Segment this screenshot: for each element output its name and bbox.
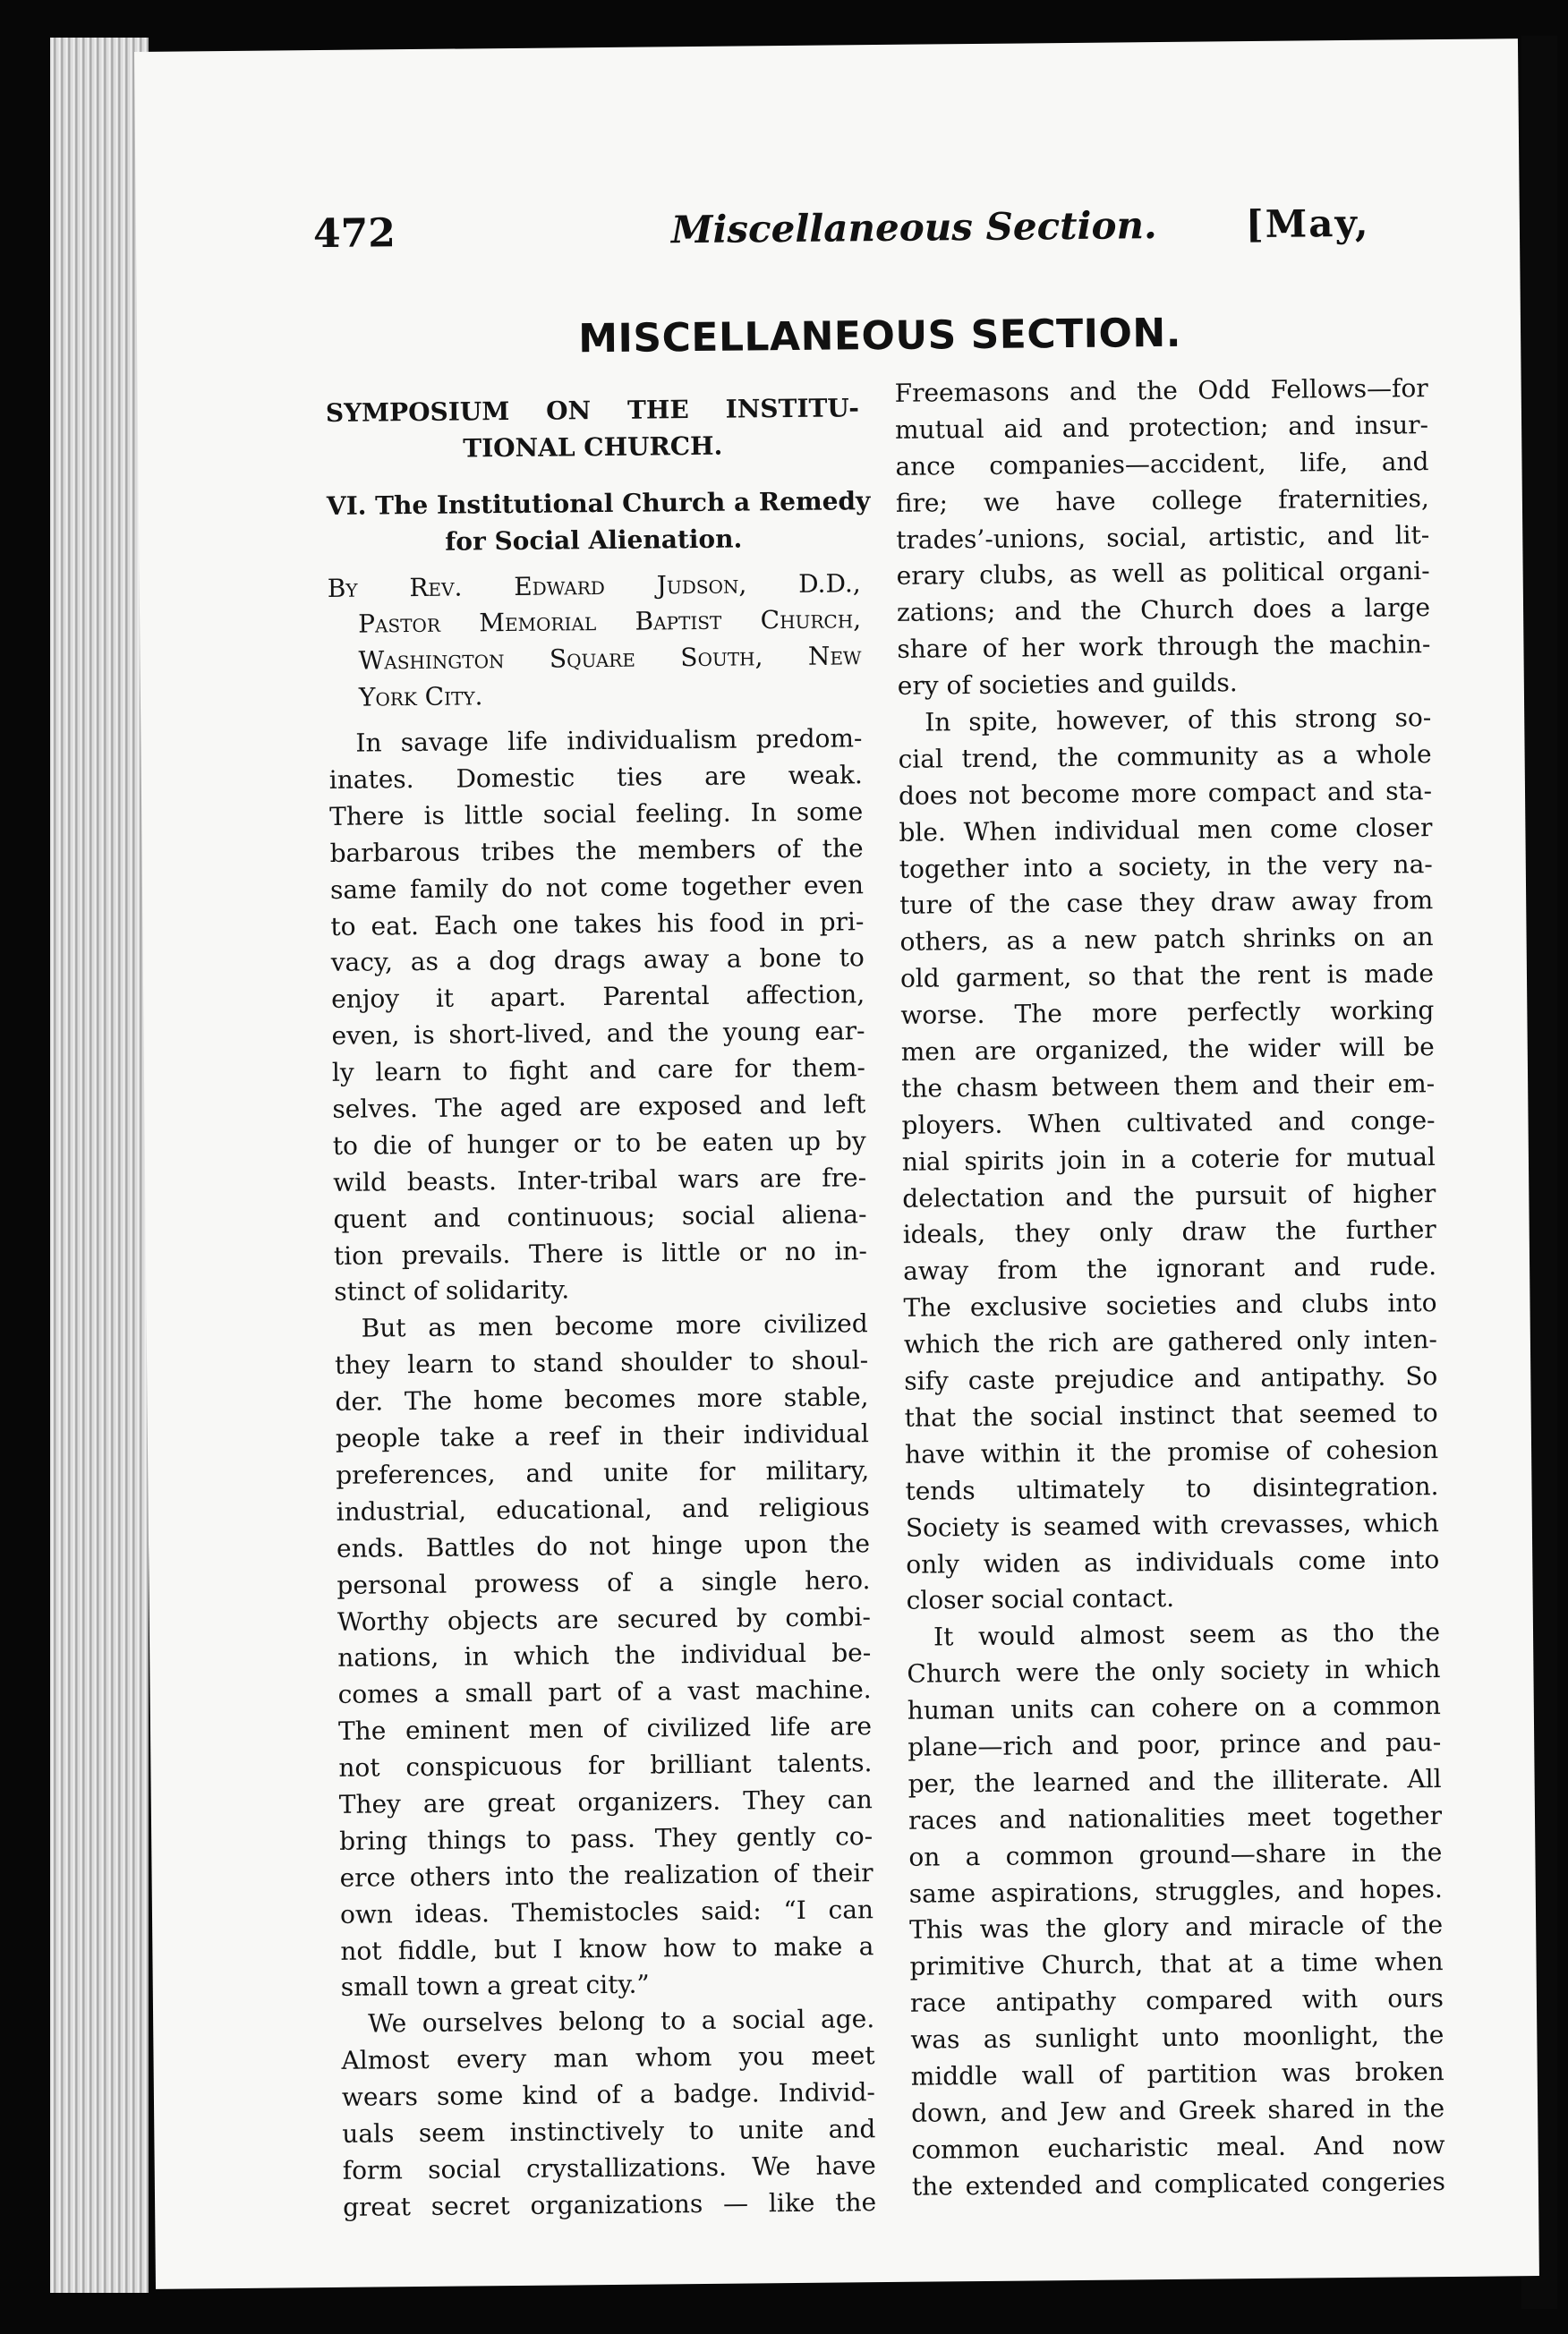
text-line: There is little social feeling. In some — [329, 796, 864, 831]
subheading-line: for Social Alienation. — [445, 524, 743, 557]
text-line: away from the ignorant and rude. — [902, 1251, 1437, 1287]
text-line: down, and Jew and Greek shared in the — [910, 2092, 1445, 2128]
text-line: the chasm between them and their em- — [900, 1069, 1436, 1103]
right-column — [895, 371, 1446, 2205]
text-line: same family do not come together even — [329, 869, 865, 905]
paragraph — [895, 371, 1432, 705]
byline-line: York City. — [358, 681, 483, 712]
text-line: quent and continuous; social aliena- — [333, 1198, 867, 1234]
text-line: ly learn to fight and care for them- — [331, 1052, 866, 1088]
text-line: primitive Church, that at a time when — [909, 1946, 1444, 1982]
text-line: trades’-unions, social, artistic, and lit- — [896, 519, 1430, 555]
text-line: closer social contact. — [906, 1583, 1175, 1616]
text-line: was as sunlight unto moonlight, the — [910, 2020, 1444, 2055]
paragraph — [898, 700, 1440, 1620]
text-line: tion prevails. There is little or no in- — [333, 1235, 868, 1271]
text-line: worse. The more perfectly working — [900, 995, 1435, 1030]
paragraph — [341, 2001, 876, 2226]
text-line: wild beasts. Inter-tribal wars are fre- — [332, 1163, 867, 1197]
paragraph — [328, 720, 867, 1311]
text-line: stinct of solidarity. — [334, 1274, 570, 1308]
paragraph — [907, 1614, 1445, 2205]
text-line: does not become more compact and sta- — [898, 775, 1433, 811]
text-line: mutual aid and protection; and insur- — [894, 410, 1429, 445]
text-line: The exclusive societies and clubs into — [903, 1288, 1437, 1324]
text-line: der. The home becomes more stable, — [335, 1382, 869, 1418]
text-line: selves. The aged are exposed and left — [332, 1089, 866, 1124]
symposium-heading — [326, 390, 860, 468]
text-line: erce others into the realization of their — [339, 1857, 873, 1893]
text-line: not conspicuous for brilliant talents. — [338, 1748, 873, 1783]
text-line: wears some kind of a badge. Individ- — [341, 2077, 876, 2112]
byline-line: Washington Square South, New — [358, 641, 862, 676]
text-line: plane—rich and poor, prince and pau- — [908, 1727, 1442, 1762]
text-line: ployers. When cultivated and conge- — [901, 1104, 1436, 1140]
text-line: same aspirations, struggles, and hopes. — [908, 1873, 1443, 1909]
text-line: which the rich are gathered only inten- — [903, 1325, 1438, 1359]
text-line: ture of the case they draw away from — [899, 885, 1434, 921]
text-line: nial spirits join in a coterie for mutual — [901, 1141, 1436, 1177]
text-line: even, is short-lived, and the young ear- — [331, 1016, 865, 1052]
text-line: own ideas. Themistocles said: “I can — [339, 1894, 874, 1929]
page-number: 472 — [312, 210, 396, 258]
text-line: tends ultimately to disintegration. — [905, 1470, 1439, 1506]
text-line: industrial, educational, and religious — [336, 1492, 870, 1527]
text-line: ery of societies and guilds. — [897, 668, 1238, 701]
text-line: race antipathy compared with ours — [909, 1983, 1444, 2018]
text-line: They are great organizers. They can — [338, 1785, 873, 1819]
text-line: not fiddle, but I know how to make a — [340, 1930, 874, 1966]
text-line: enjoy it apart. Parental affection, — [331, 979, 865, 1015]
text-line: Church were the only society in which — [907, 1654, 1441, 1689]
text-line: old garment, so that the rent is made — [899, 958, 1435, 994]
text-line: The eminent men of civilized life are — [337, 1711, 873, 1747]
text-line: It would almost seem as tho the — [933, 1617, 1441, 1652]
byline-line: By Rev. Edward Judson, D.D., — [327, 567, 861, 603]
text-line: ends. Battles do not hinge upon the — [336, 1528, 871, 1563]
text-line: great secret organizations — like the — [342, 2186, 877, 2222]
text-line: middle wall of partition was broken — [910, 2057, 1444, 2091]
text-line: comes a small part of a vast machine. — [337, 1674, 872, 1710]
text-line: small town a great city.” — [340, 1969, 650, 2003]
text-line: In savage life individualism predom- — [355, 723, 863, 758]
book-page-edges — [50, 38, 149, 2293]
text-line: vacy, as a dog drags away a bone to — [330, 942, 865, 978]
text-line: But as men become more civilized — [361, 1308, 868, 1344]
running-month: [May, — [1245, 200, 1370, 247]
heading-line: SYMPOSIUM ON THE INSTITU- — [325, 393, 860, 428]
text-line: delectation and the pursuit of higher — [902, 1178, 1436, 1214]
text-line: inates. Domestic ties are weak. — [328, 760, 863, 795]
text-line: nations, in which the individual be- — [337, 1638, 872, 1674]
text-line: erary clubs, as well as political organi- — [896, 556, 1430, 592]
text-line: ance companies—accident, life, and — [895, 446, 1429, 481]
text-line: together into a society, in the very na- — [899, 848, 1433, 884]
text-line: only widen as individuals come into — [906, 1544, 1440, 1580]
subheading-line: VI. The Institutional Church a Remedy — [326, 485, 871, 521]
text-line: uals seem instinctively to unite and — [342, 2114, 876, 2149]
byline-line: Pastor Memorial Baptist Church, — [357, 604, 862, 640]
text-line: have within it the promise of cohesion — [904, 1434, 1439, 1469]
text-line: share of her work through the machin- — [897, 629, 1431, 665]
text-line: Freemasons and the Odd Fellows—for — [894, 373, 1428, 408]
text-line: races and nationalities meet together — [908, 1800, 1443, 1836]
text-line: cial trend, the community as a whole — [898, 739, 1432, 774]
text-line: to eat. Each one takes his food in pri- — [330, 906, 865, 941]
heading-line: TIONAL CHURCH. — [463, 430, 723, 464]
book-page — [134, 38, 1539, 2289]
running-title: Miscellaneous Section. — [670, 203, 1157, 252]
text-line: fire; we have college fraternities, — [895, 482, 1430, 518]
text-line: personal prowess of a single hero. — [337, 1564, 871, 1600]
text-line: that the social instinct that seemed to — [904, 1398, 1438, 1433]
text-line: others, as a new patch shrinks on an — [899, 922, 1434, 958]
byline — [328, 566, 863, 717]
text-line: human units can cohere on a common — [907, 1691, 1441, 1725]
text-line: to die of hunger or to be eaten up by — [332, 1126, 866, 1161]
text-line: preferences, and unite for military, — [336, 1455, 870, 1490]
text-line: Worthy objects are secured by combi- — [337, 1601, 871, 1637]
section-title: MISCELLANEOUS SECTION. — [577, 310, 1182, 362]
article-subheading — [326, 483, 871, 561]
text-line: common eucharistic meal. And now — [911, 2129, 1445, 2165]
paragraph — [335, 1307, 874, 2007]
text-line: they learn to stand shoulder to shoul- — [334, 1345, 869, 1381]
text-line: the extended and complicated congeries — [911, 2166, 1446, 2202]
text-line: sify caste prejudice and antipathy. So — [904, 1361, 1438, 1396]
text-line: This was the glory and miracle of the — [909, 1910, 1444, 1946]
text-line: bring things to pass. They gently co- — [339, 1821, 873, 1856]
text-line: We ourselves belong to a social age. — [368, 2004, 875, 2039]
text-line: zations; and the Church does a large — [896, 592, 1431, 628]
text-line: Almost every man whom you meet — [341, 2040, 875, 2076]
text-line: form social crystallizations. We have — [342, 2151, 876, 2185]
text-line: men are organized, the wider will be — [900, 1032, 1435, 1067]
running-head — [136, 200, 1521, 276]
text-line: per, the learned and the illiterate. All — [908, 1763, 1442, 1799]
text-line: ble. When individual men come closer — [899, 812, 1433, 848]
text-line: ideals, they only draw the further — [902, 1214, 1436, 1250]
text-line: barbarous tribes the members of the — [329, 833, 864, 868]
text-line: on a common ground—share in the — [908, 1836, 1443, 1872]
text-line: Society is seamed with crevasses, which — [905, 1507, 1439, 1543]
left-column — [326, 390, 877, 2226]
text-line: people take a reef in their individual — [335, 1418, 870, 1453]
text-line: In spite, however, of this strong so- — [925, 703, 1432, 737]
